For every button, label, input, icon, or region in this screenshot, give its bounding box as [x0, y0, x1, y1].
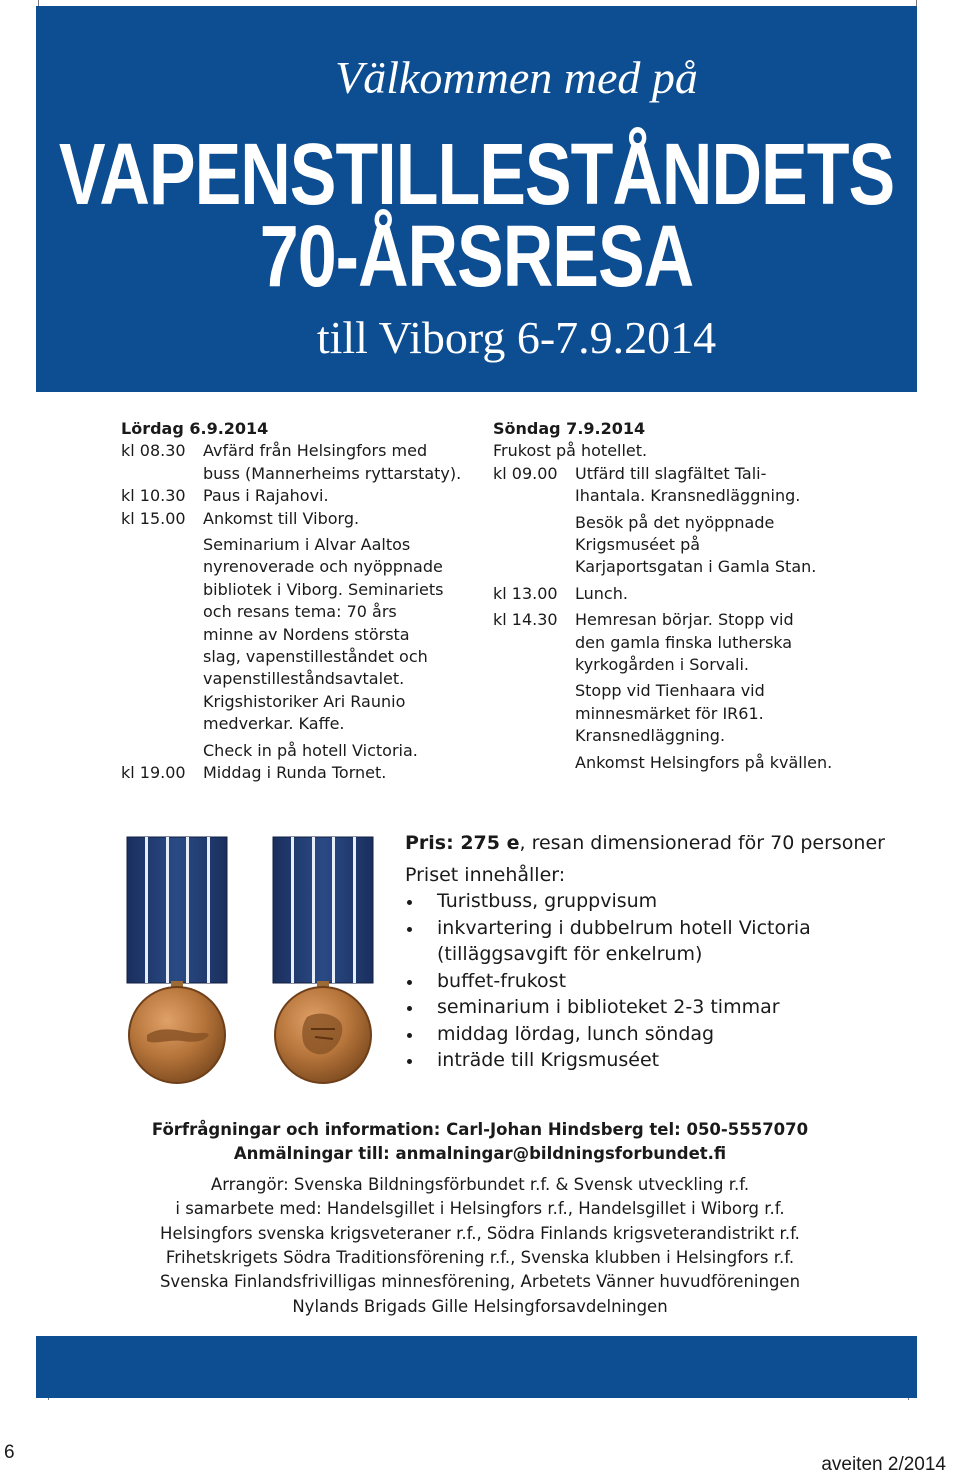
list-item: inträde till Krigsmuséet — [405, 1047, 925, 1074]
organizer-line: i samarbete med: Handelsgillet i Helsingfors r.f., Handelsgillet i Wiborg r.f. — [175, 1199, 785, 1219]
schedule-row — [493, 583, 853, 605]
signup-line: Anmälningar till: anmalningar@bildningsforbundet.fi — [233, 1144, 727, 1164]
schedule-time: kl 19.00 — [121, 763, 186, 783]
desc-line: och resans tema: 70 års — [203, 602, 397, 622]
sunday-schedule — [493, 418, 853, 774]
list-item: middag lördag, lunch söndag — [405, 1021, 925, 1048]
schedule-time: kl 15.00 — [121, 508, 186, 528]
organizer-line: Helsingfors svenska krigsveteraner r.f., Södra Finlands krigsveterandistrikt r.f. — [160, 1223, 800, 1243]
banner-title-line2: 70-ÅRSRESA — [259, 207, 694, 305]
desc-line: Kransnedläggning. — [575, 726, 726, 746]
saturday-schedule — [121, 418, 481, 785]
desc-line: Utfärd till slagfältet Tali- — [575, 463, 767, 483]
schedule-row — [493, 609, 853, 676]
desc-line: Ankomst Helsingfors på kvällen. — [575, 752, 833, 772]
desc-line: bibliotek i Viborg. Seminariets — [203, 579, 444, 599]
organizer-line: Svenska Finlandsfrivilligas minnesförening, Arbetets Vänner huvudföreningen — [159, 1272, 801, 1292]
list-item: buffet-frukost — [405, 968, 925, 995]
desc-line: Karjaportsgatan i Gamla Stan. — [575, 557, 817, 577]
banner-welcome: Välkommen med på — [335, 52, 698, 103]
page-number: 6 — [4, 1442, 15, 1463]
footer-info — [100, 1118, 860, 1319]
bottom-bar — [36, 1336, 917, 1398]
desc-line: kyrkogården i Sorvali. — [575, 655, 750, 675]
desc-line: buss (Mannerheims ryttarstaty). — [203, 463, 462, 483]
schedule-desc — [575, 680, 853, 747]
desc-line: Krigshistoriker Ari Raunio — [203, 691, 406, 711]
banner-title-line1: VAPENSTILLESTÅNDETS — [58, 125, 895, 223]
banner-subtitle: till Viborg 6-7.9.2014 — [316, 312, 717, 363]
schedule-desc — [575, 512, 853, 579]
desc-line: Besök på det nyöppnade — [575, 512, 775, 532]
schedule-time: kl 10.30 — [121, 486, 186, 506]
schedule-row — [493, 752, 853, 774]
organizer-line: Arrangör: Svenska Bildningsförbundet r.f. & Svensk utveckling r.f. — [210, 1174, 750, 1194]
schedule-desc — [203, 508, 481, 736]
desc-line: minne av Nordens största — [203, 624, 410, 644]
schedule-row — [121, 508, 481, 736]
desc-line: slag, vapenstilleståndet och — [203, 647, 428, 667]
schedule-time: kl 08.30 — [121, 441, 186, 461]
desc-line: Stopp vid Tienhaara vid — [575, 681, 765, 701]
schedule-desc — [203, 740, 481, 762]
schedule-row — [493, 463, 853, 508]
schedule-row — [493, 512, 853, 579]
desc-line: medverkar. Kaffe. — [203, 714, 345, 734]
schedule-desc — [203, 440, 481, 485]
desc-line: Krigsmuséet på — [575, 535, 701, 555]
medal-left — [127, 837, 227, 1083]
schedule-time — [121, 740, 203, 762]
desc-line: Seminarium i Alvar Aaltos — [203, 535, 411, 555]
includes-title: Priset innehåller: — [405, 863, 566, 886]
schedule-row — [121, 762, 481, 784]
desc-line: Ihantala. Kransnedläggning. — [575, 486, 801, 506]
schedule-time: kl 14.30 — [493, 610, 558, 630]
desc-line: Paus i Rajahovi. — [203, 486, 329, 506]
schedule-desc — [575, 752, 853, 774]
schedule-row — [121, 485, 481, 507]
desc-line: Middag i Runda Tornet. — [203, 763, 387, 783]
pricing-section — [405, 830, 925, 1074]
desc-line: Hemresan börjar. Stopp vid — [575, 610, 794, 630]
medals-image — [121, 835, 379, 1085]
schedule-desc — [575, 583, 853, 605]
desc-line: nyrenoverade och nyöppnade — [203, 557, 443, 577]
schedule-desc — [203, 485, 481, 507]
list-item: Turistbuss, gruppvisum — [405, 888, 925, 915]
price-label: Pris: 275 e — [405, 832, 520, 854]
list-item: inkvartering i dubbelrum hotell Victoria (tilläggsavgift för enkelrum) — [405, 915, 925, 968]
schedule-row — [493, 680, 853, 747]
contact-line: Förfrågningar och information: Carl-Johan Hindsberg tel: 050-5557070 — [151, 1120, 809, 1139]
medal-right — [273, 837, 373, 1083]
desc-line: Check in på hotell Victoria. — [203, 740, 418, 760]
desc-line: Ankomst till Viborg. — [203, 508, 360, 528]
sunday-intro: Frukost på hotellet. — [493, 441, 648, 461]
schedule-row — [121, 440, 481, 485]
saturday-title: Lördag 6.9.2014 — [121, 419, 269, 438]
desc-line: Avfärd från Helsingfors med — [203, 441, 428, 461]
desc-line: den gamla finska lutherska — [575, 632, 793, 652]
title-banner — [36, 6, 917, 392]
schedule-time — [493, 680, 575, 747]
sunday-title: Söndag 7.9.2014 — [493, 419, 646, 438]
desc-line: Lunch. — [575, 583, 628, 603]
schedule-desc — [575, 609, 853, 676]
schedule-time: kl 13.00 — [493, 583, 558, 603]
organizer-line: Frihetskrigets Södra Traditionsförening r.f., Svenska klubben i Helsingfors r.f. — [165, 1248, 795, 1268]
list-item: seminarium i biblioteket 2-3 timmar — [405, 994, 925, 1021]
price-line — [405, 830, 925, 857]
includes-list — [405, 888, 925, 1074]
price-description: , resan dimensionerad för 70 personer — [519, 832, 885, 854]
issue-label: aveiten 2/2014 — [821, 1454, 946, 1475]
schedule-row — [121, 740, 481, 762]
schedule-time — [493, 512, 575, 579]
schedule-desc — [203, 762, 481, 784]
schedule-time: kl 09.00 — [493, 463, 558, 483]
desc-line: vapenstilleståndsavtalet. — [203, 669, 405, 689]
schedule-desc — [575, 463, 853, 508]
organizer-line: Nylands Brigads Gille Helsingforsavdelningen — [292, 1296, 668, 1316]
schedule-time — [493, 752, 575, 774]
desc-line: minnesmärket för IR61. — [575, 703, 764, 723]
